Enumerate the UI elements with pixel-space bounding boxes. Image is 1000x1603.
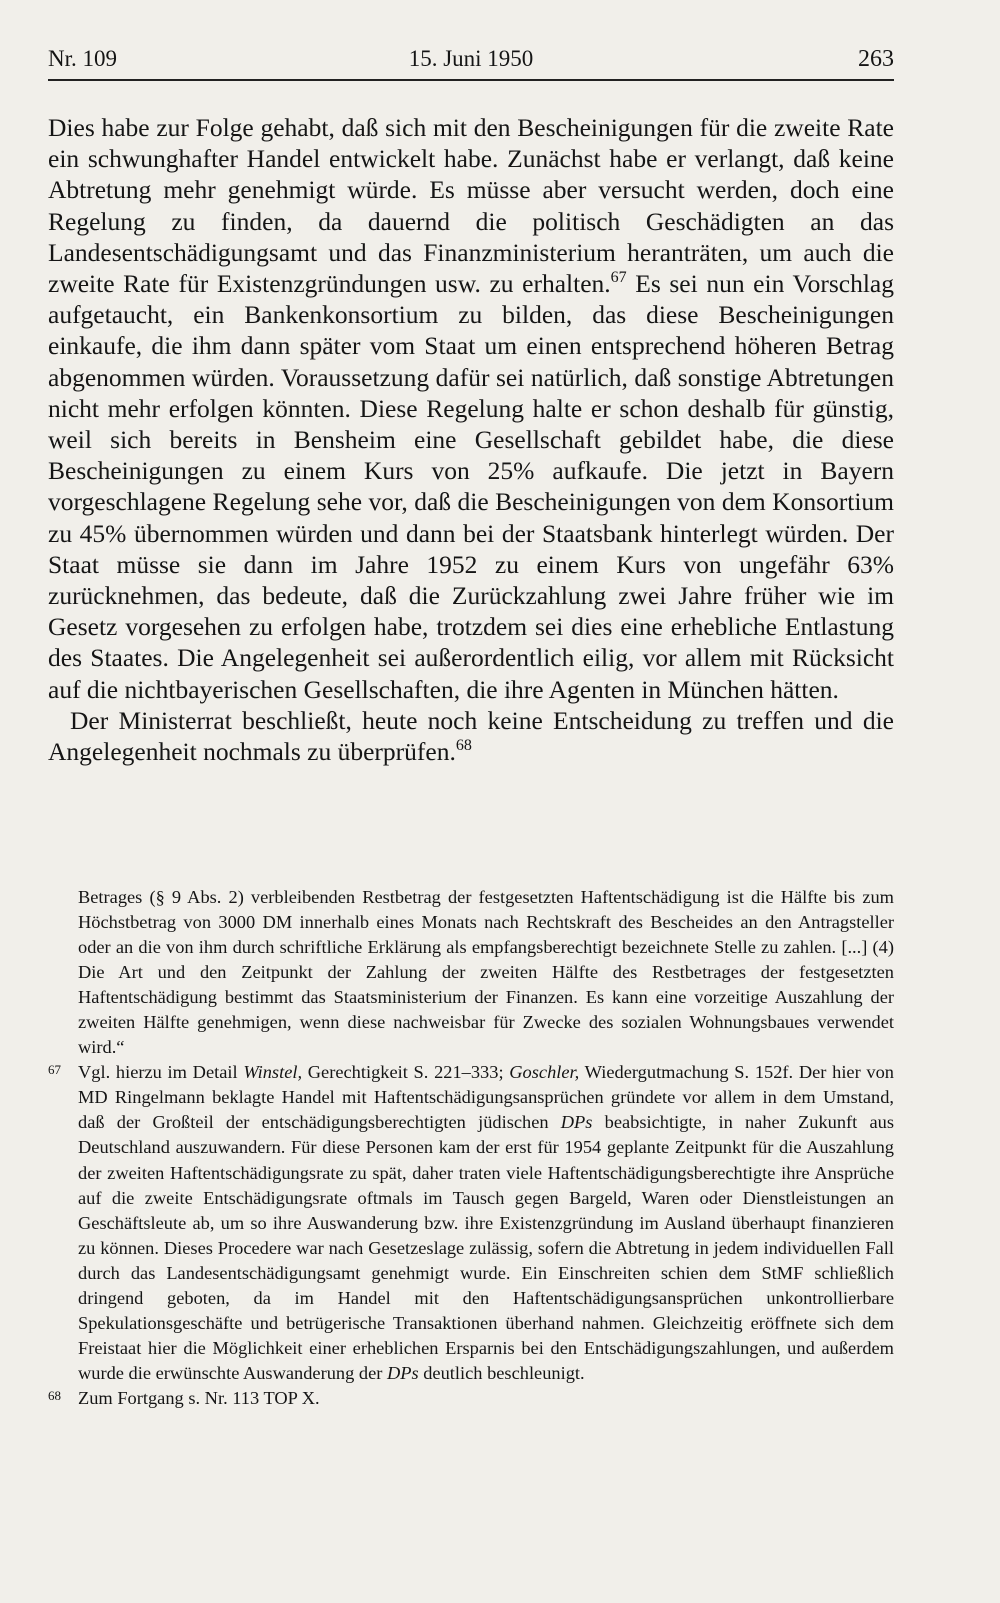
paragraph-1-part-b: Es sei nun ein Vorschlag aufgetaucht, ein Bankenkonsortium zu bilden, das diese Bescheinigungen einkaufe, die ihm dann später vom Staat um einen entsprechend höheren Betrag abgenommen würden. Voraussetzung dafür sei natürlich, daß sonstige Abtretungen nicht mehr erfolgen könnten. Diese Regelung halte er schon deshalb für günstig, weil sich bereits in Bensheim eine Gesellschaft gebildet habe, die diese Bescheinigungen zu einem Kurs von 25% aufkaufe. Die jetzt in Bayern vorgeschlagene Regelung sehe vor, daß die Bescheinigungen von dem Konsortium zu 45% übernommen würden und dann bei der Staatsbank hinterlegt würden. Der Staat müsse sie dann im Jahre 1952 zu einem Kurs von ungefähr 63% zurücknehmen, das bedeute, daß die Zurückzahlung zwei Jahre früher wie im Gesetz vorgesehen zu erfolgen habe, trotzdem sei dies eine erhebliche Entlastung des Staates. Die Angelegenheit sei außerordentlich eilig, vor allem mit Rücksicht auf die nichtbayerischen Gesellschaften, die ihre Agenten in München hätten. xyxy=(48,269,894,704)
paragraph-1-part-a: Dies habe zur Folge gehabt, daß sich mit den Bescheinigungen für die zweite Rate ein schwunghafter Handel entwickelt habe. Zunächst habe er verlangt, daß keine Abtretung mehr genehmigt würde. Es müsse aber versucht werden, doch eine Regelung zu finden, da dauernd die politisch Geschädigten an das Landesentschädigungsamt und das Finanzministerium heranträten, um auch die zweite Rate für Existenzgründungen usw. zu erhalten. xyxy=(48,113,894,299)
footnote-67-author-winstel: Winstel, xyxy=(243,1062,303,1083)
footnote-68 xyxy=(48,1386,894,1411)
paragraph-2 xyxy=(48,705,894,767)
footnote-continuation xyxy=(48,885,894,1060)
footnotes xyxy=(48,885,894,1411)
paragraph-2-text: Der Ministerrat beschließt, heute noch keine Entscheidung zu treffen und die Angelegenheit nochmals zu überprüfen. xyxy=(48,705,894,767)
footnote-67-dps-1: DPs xyxy=(560,1112,593,1133)
footnote-67-number: 67 xyxy=(48,1062,61,1078)
header-rule xyxy=(48,79,894,81)
main-text xyxy=(48,112,894,767)
header-date: 15. Juni 1950 xyxy=(408,46,534,71)
footnote-67-text-4: beabsichtigte, in naher Zukunft aus Deutschland auszuwandern. Für diese Personen kam der erst für 1954 geplante Zeitpunkt für die Auszahlung der zweiten Haftentschädigungsrate zu spät, daher traten viele Haftentschädigungsberechtigte ihre Ansprüche auf die zweite Entschädigungsrate oftmals im Tausch gegen Bargeld, Waren oder Dienstleistungen an Geschäftsleute ab, um so ihre Auswanderung bzw. ihre Existenzgründung im Ausland überhaupt finanzieren zu können. Dieses Procedere war nach Gesetzeslage zulässig, sofern die Abtretung in jedem individuellen Fall durch das Landesentschädigungsamt genehmigt wurde. Ein Einschreiten schien dem StMF schließlich dringend geboten, da im Handel mit den Haftentschädigungsansprüchen unkontrollierbare Spekulationsgeschäfte und betrügerische Transaktionen überhand nahmen. Gleichzeitig eröffnete sich dem Freistaat hier die Möglichkeit einer erheblichen Ersparnis bei den Entschädigungszahlungen, und außerdem wurde die erwünschte Auswanderung der xyxy=(78,1112,894,1383)
footnote-67-text-1: Vgl. hierzu im Detail xyxy=(78,1062,244,1083)
footnote-68-number: 68 xyxy=(48,1387,61,1403)
paragraph-1 xyxy=(48,112,894,705)
footnote-67-text-2: Gerechtigkeit S. 221–333; xyxy=(302,1062,510,1083)
footnote-67-text-5: deutlich beschleunigt. xyxy=(418,1362,585,1383)
page-number: 263 xyxy=(858,46,894,72)
footnote-67 xyxy=(48,1060,894,1386)
footnote-ref-67[interactable]: 67 xyxy=(610,269,627,287)
footnote-ref-68[interactable]: 68 xyxy=(455,737,472,755)
footnote-continuation-text: Betrages (§ 9 Abs. 2) verbleibenden Restbetrag der festgesetzten Haftentschädigung ist die Hälfte bis zum Höchstbetrag von 3000 DM innerhalb eines Monats nach Rechtskraft des Bescheides an den Antragsteller oder an die von ihm durch schriftliche Erklärung als empfangsberechtigt bezeichnete Stelle zu zahlen. [...] (4) Die Art und den Zeitpunkt der Zahlung der zweiten Hälfte des Restbetrages der festgesetzten Haftentschädigung bestimmt das Staatsministerium der Finanzen. Es kann eine vorzeitige Auszahlung der zweiten Hälfte genehmigen, wenn diese nachweisbar für Zwecke des sozialen Wohnungsbaues verwendet wird.“ xyxy=(78,887,894,1058)
footnote-68-text: Zum Fortgang s. Nr. 113 TOP X. xyxy=(78,1387,320,1408)
running-header xyxy=(48,44,894,78)
footnote-67-dps-2: DPs xyxy=(386,1362,419,1383)
footnote-67-author-goschler: Goschler, xyxy=(509,1062,580,1083)
footnote-67-text-3: Wiedergutmachung S. 152f. Der hier von MD Ringelmann beklagte Handel mit Haftentschädigungsansprüchen gründete vor allem in dem Umstand, daß der Großteil der entschädigungsberechtigten jüdischen xyxy=(78,1062,895,1133)
document-number: Nr. 109 xyxy=(48,46,117,71)
